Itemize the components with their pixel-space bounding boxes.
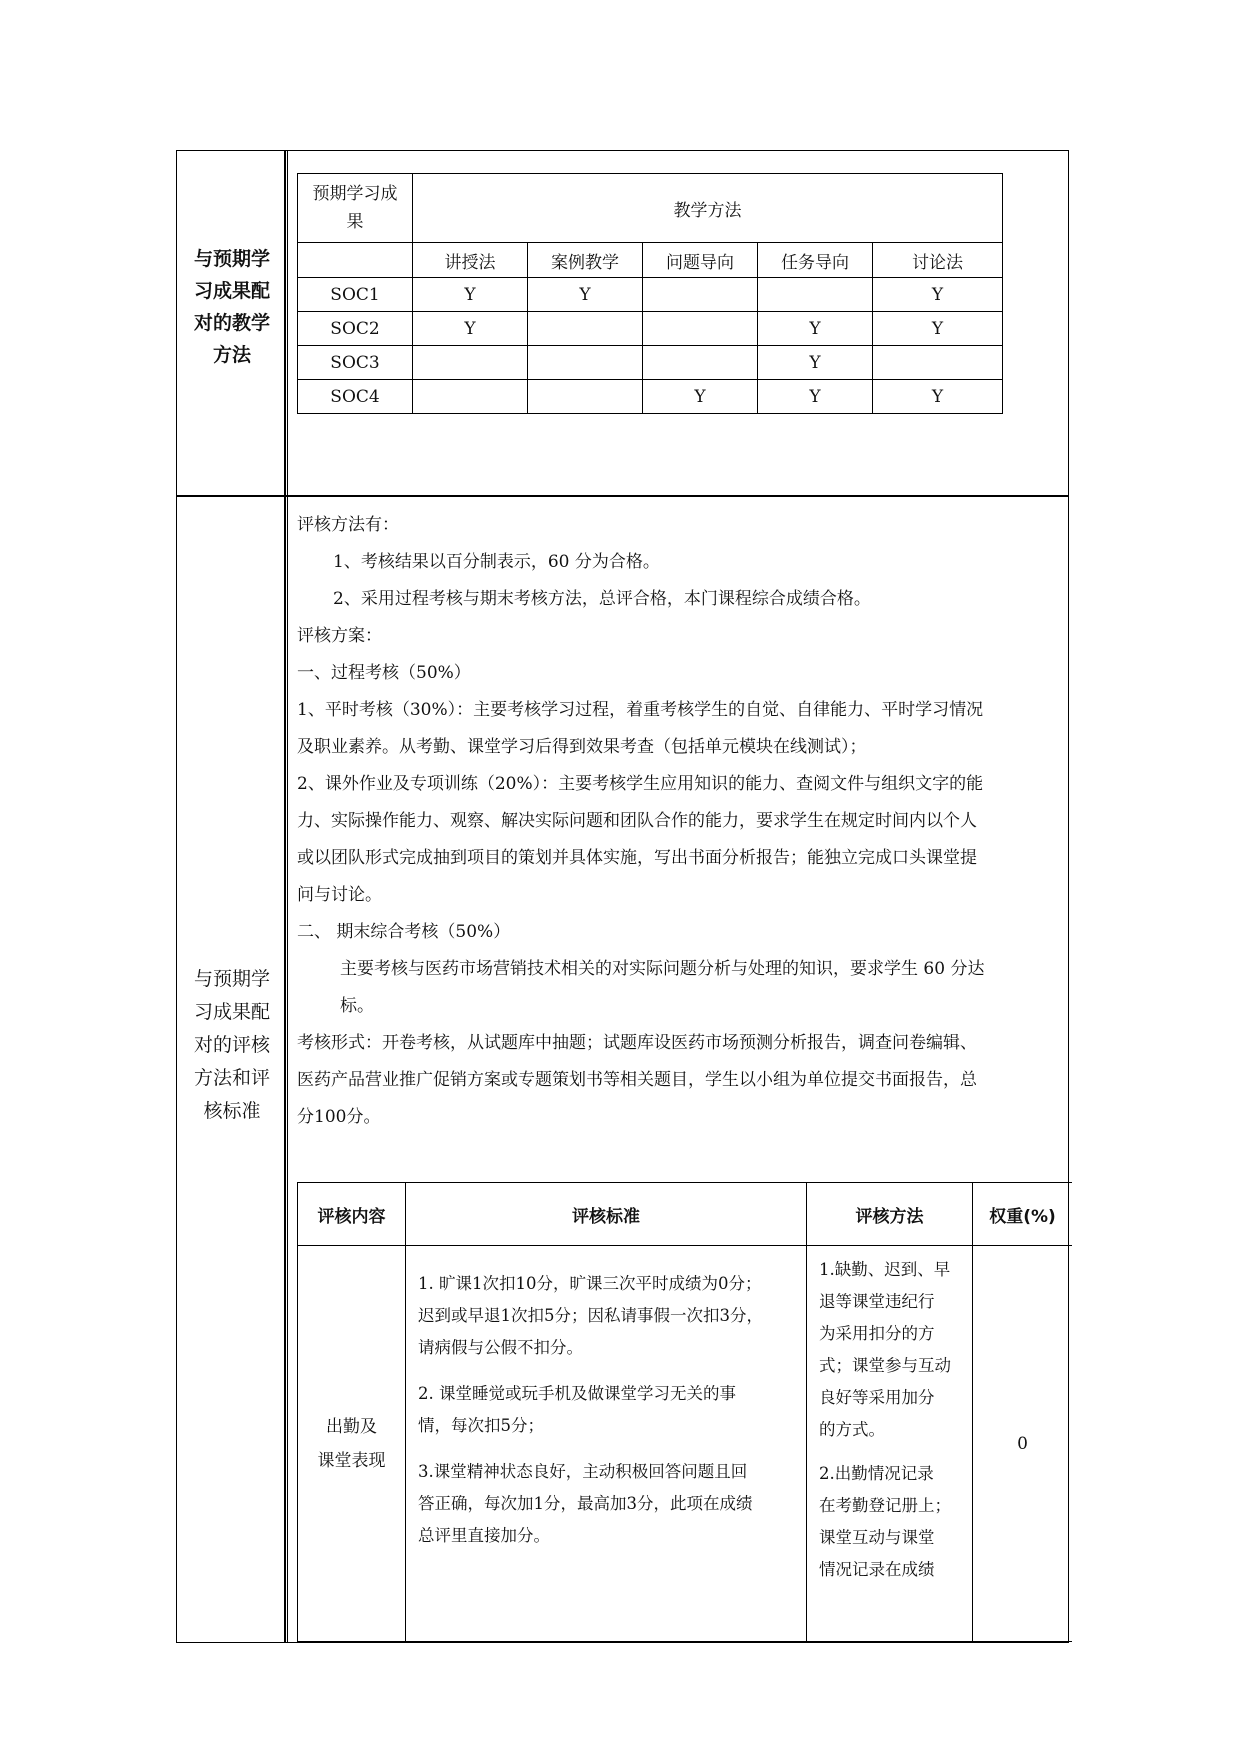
method-name: 讲授法 bbox=[413, 243, 528, 278]
table-row bbox=[298, 312, 1003, 346]
paragraph: 标。 bbox=[340, 996, 374, 1016]
assessment-text bbox=[297, 507, 1057, 1136]
label-column-divider-inner bbox=[287, 150, 288, 1643]
paragraph: 或以团队形式完成抽到项目的策划并具体实施，写出书面分析报告；能独立完成口头课堂提 bbox=[297, 848, 977, 868]
teaching-methods-table bbox=[297, 173, 1003, 414]
row-name: SOC2 bbox=[298, 312, 413, 346]
paragraph: 二、 期末综合考核（50%） bbox=[297, 922, 511, 942]
cell-mark bbox=[413, 346, 528, 380]
paragraph: 医药产品营业推广促销方案或专题策划书等相关题目，学生以小组为单位提交书面报告，总 bbox=[297, 1070, 977, 1090]
weight-cell: 0 bbox=[973, 1246, 1073, 1642]
cell-mark: Y bbox=[758, 380, 873, 414]
method-item: 2.出勤情况记录 在考勤登记册上； 课堂互动与课堂 情况记录在成绩 bbox=[819, 1464, 951, 1579]
paragraph: 考核形式：开卷考核，从试题库中抽题；试题库设医药市场预测分析报告，调查问卷编辑、 bbox=[297, 1033, 977, 1053]
header-expected-outcome: 预期学习成 果 bbox=[298, 174, 413, 243]
paragraph: 分100分。 bbox=[297, 1107, 381, 1127]
cell-mark bbox=[643, 312, 758, 346]
criteria-item: 3.课堂精神状态良好，主动积极回答问题且回 答正确，每次加1分，最高加3分，此项在成绩 总评里直接加分。 bbox=[418, 1462, 753, 1545]
cell-mark: Y bbox=[413, 278, 528, 312]
table-row bbox=[298, 1246, 1073, 1642]
row-name: SOC4 bbox=[298, 380, 413, 414]
cell-mark: Y bbox=[873, 278, 1003, 312]
header-method: 评核方法 bbox=[807, 1183, 973, 1246]
table-row bbox=[298, 278, 1003, 312]
paragraph: 问与讨论。 bbox=[297, 885, 382, 905]
paragraph: 2、课外作业及专项训练（20%）：主要考核学生应用知识的能力、查阅文件与组织文字的能 bbox=[297, 774, 984, 794]
section2-label: 与预期学 习成果配 对的评核 方法和评 核标准 bbox=[193, 968, 270, 1122]
paragraph: 一、过程考核（50%） bbox=[297, 663, 471, 683]
method-blank-cell bbox=[298, 243, 413, 278]
cell-mark bbox=[643, 346, 758, 380]
cell-mark: Y bbox=[643, 380, 758, 414]
header-content: 评核内容 bbox=[298, 1183, 406, 1246]
paragraph: 评核方案： bbox=[297, 626, 382, 646]
cell-mark bbox=[873, 346, 1003, 380]
label-column-divider bbox=[284, 150, 286, 1643]
table-row bbox=[298, 380, 1003, 414]
assessment-criteria-table bbox=[297, 1182, 1072, 1642]
cell-mark: Y bbox=[873, 312, 1003, 346]
paragraph: 主要考核与医药市场营销技术相关的对实际问题分析与处理的知识，要求学生 60 分达 bbox=[340, 959, 985, 979]
criteria-item: 2. 课堂睡觉或玩手机及做课堂学习无关的事 情，每次扣5分； bbox=[418, 1384, 736, 1435]
row-name: SOC1 bbox=[298, 278, 413, 312]
cell-mark bbox=[758, 278, 873, 312]
header-teaching-methods: 教学方法 bbox=[413, 174, 1003, 243]
paragraph: 评核方法有： bbox=[297, 515, 399, 535]
cell-mark: Y bbox=[413, 312, 528, 346]
cell-mark: Y bbox=[758, 346, 873, 380]
row-name: SOC3 bbox=[298, 346, 413, 380]
criteria-item: 1. 旷课1次扣10分，旷课三次平时成绩为0分； 迟到或早退1次扣5分；因私请事假一次扣3分， 请病假与公假不扣分。 bbox=[418, 1274, 763, 1357]
content-cell: 出勤及 课堂表现 bbox=[298, 1246, 406, 1642]
method-cell bbox=[807, 1246, 973, 1642]
paragraph: 1、考核结果以百分制表示，60 分为合格。 bbox=[333, 552, 660, 572]
section1-label: 与预期学 习成果配 对的教学 方法 bbox=[193, 248, 270, 366]
method-item: 1.缺勤、迟到、早 退等课堂违纪行 为采用扣分的方 式；课堂参与互动 良好等采用加分 的方式。 bbox=[819, 1260, 951, 1439]
paragraph: 2、采用过程考核与期末考核方法，总评合格，本门课程综合成绩合格。 bbox=[333, 589, 871, 609]
cell-mark bbox=[413, 380, 528, 414]
cell-mark bbox=[528, 346, 643, 380]
cell-mark bbox=[643, 278, 758, 312]
paragraph: 1、平时考核（30%）：主要考核学习过程，着重考核学生的自觉、自律能力、平时学习情况 bbox=[297, 700, 984, 720]
method-name: 任务导向 bbox=[758, 243, 873, 278]
criteria-cell bbox=[406, 1246, 807, 1642]
header-weight: 权重(%) bbox=[973, 1183, 1073, 1246]
header-criteria: 评核标准 bbox=[406, 1183, 807, 1246]
paragraph: 及职业素养。从考勤、课堂学习后得到效果考查（包括单元模块在线测试）； bbox=[297, 737, 867, 757]
method-name: 问题导向 bbox=[643, 243, 758, 278]
method-name: 讨论法 bbox=[873, 243, 1003, 278]
cell-mark bbox=[528, 380, 643, 414]
paragraph: 力、实际操作能力、观察、解决实际问题和团队合作的能力，要求学生在规定时间内以个人 bbox=[297, 811, 977, 831]
method-name: 案例教学 bbox=[528, 243, 643, 278]
table-row bbox=[298, 346, 1003, 380]
cell-mark bbox=[528, 312, 643, 346]
cell-mark: Y bbox=[528, 278, 643, 312]
cell-mark: Y bbox=[873, 380, 1003, 414]
cell-mark: Y bbox=[758, 312, 873, 346]
section-separator bbox=[176, 495, 1069, 497]
